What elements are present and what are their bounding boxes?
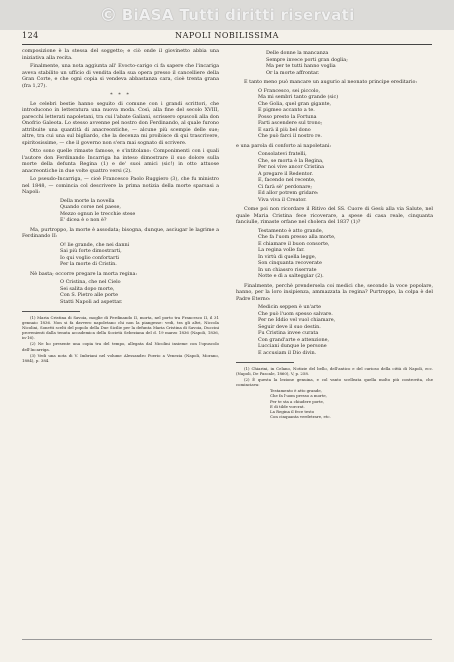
verse-line: Ci farà sè' perdonare;	[258, 183, 313, 190]
verse-line: Ma per te tutti hanno voglia	[266, 63, 336, 69]
verse-line: Con grand'arte e attenzione,	[258, 336, 330, 343]
verse-line: Con S. Pietro alle porte	[60, 292, 118, 298]
paragraph: Lo pseudo-Incarriga, — cioè Francesco Paolo Ruggiero (3), che fu ministro nel 1848, — comincia col descrivere la prima notizia della morte sparsasi a Napoli:	[22, 176, 219, 195]
verse-line: Per te sta a chiudere porte,	[270, 398, 325, 404]
verse-line: Fu Cristina invee curata	[258, 330, 319, 336]
verse-block	[236, 151, 433, 203]
footnote: (2) Ne ho presente una copia tra del tempo, allegata dal Nicolini insieme con l'opuscolo dell'Incarriga.	[22, 341, 219, 352]
verse-line: E accusiam il Dio divin.	[258, 349, 317, 356]
paragraph: Finalmente, perchè prendersela coi medici che, secondo la voce popolare, hanno, per la loro insipienza, ammazzata la regina? Purtroppo, la colpa è del Padre Eterno:	[236, 282, 433, 302]
verse-block	[22, 198, 219, 224]
footnote: (3) Vedi una nota di V. Imbriani nel volume Alessandro Poerio a Venezia (Napoli, Morano, 1884), p. 384.	[22, 352, 219, 363]
paragraph: Nè basta; occorre pregare la morta regina:	[30, 270, 138, 277]
paragraph: Finalmente, una nota aggiunta all' Evocto-carigo ci fa sapere che l'incariga aveva stabilito un ufficio di vendita della sua opera presso il cancelliere della Gran Corte, e che ogni copia si vendeva abbastanza cara, cioè trenta grana (fra 1,27).	[22, 63, 219, 89]
verse-line: Con cinquanta verdetrare, etc.	[270, 413, 331, 419]
verse-line: E' dicea è o non è?	[60, 217, 107, 223]
watermark-text: BiASA Tutti diritti riservati	[121, 6, 355, 24]
verse-line: Son cinquanta recoverate	[258, 260, 322, 266]
paragraph: Come poi non ricordare il Ritivo del SS. Cuore di Gesù alla via Salute, nel quale Maria Cristina fece ricoverare, a spese di casa reale, cinquanta fanciulle, rimaste orfane nel cholera del 1837 (1)?	[236, 206, 433, 225]
verse-block	[22, 279, 219, 305]
verse-line: In virtù di quella legge,	[258, 253, 317, 260]
page-header	[22, 31, 432, 43]
verse-line: E sarà il più bel dono	[258, 126, 311, 133]
verse-line: E, facendo nel recente,	[258, 177, 316, 183]
verse-line: Consolatevi fratelli,	[258, 151, 307, 157]
verse-block	[236, 88, 433, 140]
bottom-rule	[22, 639, 432, 640]
verse-line: La regina volle far.	[258, 247, 305, 253]
footnote-rule	[22, 311, 80, 312]
verse-line: Per ne Iddio vel vuol chiamare,	[258, 317, 336, 323]
left-column	[22, 48, 219, 364]
footnote-verse	[236, 388, 433, 419]
verse-line: Della morte la novella	[60, 197, 115, 204]
verse-line: In un chiassro riserrate	[258, 266, 317, 273]
footnote: (1) Maria Cristina di Savoia, moglie di Ferdinando II, morta, nel porto tra Francesco II, il 31 gennaio 1836. Non si fa davvero napoletano chi non la piangesse: vedi, tra gli altri, Niccola Nicolini, Sonetti scelti del popolo della Due Sicilie per la defunta Maria Cristina di Savoia, Duccini provenienti dalla tenuta accademica della Società Sebeziana del d. 19 marzo 1836 (Napoli, 1836, in-16).	[22, 315, 219, 341]
verse-line: Sei salita dopo morte,	[60, 285, 115, 292]
right-column	[236, 48, 433, 419]
verse-line: Che può farci il nostro re.	[258, 133, 322, 139]
verse-line: Posso presto la Fortuna	[258, 113, 317, 120]
paragraph: e una parola di conforto ai napoletani:	[236, 142, 332, 149]
verse-line: E pigmeo accanto a te.	[258, 107, 315, 113]
verse-block	[236, 228, 433, 280]
verse-line: E di tilde vorcrat.	[270, 403, 305, 409]
verse-line: Quando corse nel paese,	[60, 204, 121, 210]
verse-line: Che fa l'uom presso a morte,	[270, 393, 327, 399]
footnote: (1) Chiarini, in Celano, Notizie del bello, dell'antico e del curioso della città di Napoli, ecc. (Napoli, De Pascale, 1860), V, p. 258.	[236, 366, 433, 377]
copyright-icon: ©	[99, 4, 118, 26]
verse-line: O Francesco, sei piccolo,	[258, 87, 320, 94]
verse-line: Ma mi sembri tanto grande (sic)	[258, 94, 339, 100]
verse-line: Io qui voglio confortarti	[60, 254, 119, 261]
verse-line: O Cristina, che nel Cielo	[60, 279, 121, 285]
verse-line: Che può l'uom spesso salvare.	[258, 310, 333, 317]
verse-line: Notte e dì a salteggiar (2).	[258, 273, 324, 279]
running-title: NAPOLI NOBILISSIMA	[175, 31, 279, 40]
paragraph: E tanto meno può mancare un augurio al neonato principe ereditario:	[244, 79, 418, 85]
header-rule	[22, 44, 432, 45]
verse-line: Testamento è atto grande,	[258, 227, 324, 234]
verse-line: Che fa l'uom presso alla morte,	[258, 234, 336, 240]
verse-line: Per noi vive ancor Cristina	[258, 164, 324, 170]
footnote: (2) È questa la lezione genuina, e col vanto scelleata quella molto più controvita, che cominciava:	[236, 377, 433, 388]
verse-line: Seguir deve il suo destin.	[258, 323, 321, 330]
verse-line: Sempre invece porti gran doglia;	[266, 56, 348, 63]
verse-block	[236, 304, 433, 356]
verse-line: Medicin seppen è un'arte	[258, 304, 322, 310]
paragraph: Le celebri bestie hanno seguito di comune con i grandi scrittori, che introducono in letteratura una nuova moda. Così, alla fine del secolo XVIII, parecchi letterati napoletani, tra cui l'abate Galiani, scrissero opuscoli alla don Onofrio Galeota. Lo stesso avvenne pel nostro don Ferdinando, al quale furono attribuite una quantità di anacreontiche, — alcune più scempie delle sue; altre, tra cui una sul bigliardo, che la decenza mi proibisce di qui trascrivere, spiritosissime, — che il governo non s'era mai sognato di scrivere.	[22, 100, 219, 146]
verse-line: Farti ascendere sul trono;	[258, 120, 323, 126]
verse-line: E chiamare il buon consorte,	[258, 240, 330, 247]
copyright-watermark	[0, 0, 454, 30]
verse-line: Ed allor potrem gridare:	[258, 190, 319, 196]
verse-line: Viva viva il Creator.	[258, 196, 307, 203]
verse-line: Or la morte affrontar.	[266, 69, 320, 76]
verse-line: Sai più forte dimostrarti,	[60, 248, 122, 254]
verse-line: A pregare il Redentor.	[258, 170, 313, 177]
page-number: 124	[22, 31, 39, 40]
verse-line: Testamento è atto grande,	[270, 388, 322, 394]
paragraph: Otto sono quelle rimaste famose, e s'intitolano: Componimenti con i quali l'autore don Ferdinando Incarriga ha inteso dimostrare il suo dolore sulla morte della defunta Regina (1) e de' suoi amici (sic!) in otto attuose anacreontiche in due volte quattro versi (2).	[22, 148, 219, 174]
verse-line: Che Golia, quel gran gigante,	[258, 100, 332, 107]
verse-block	[22, 242, 219, 268]
paragraph: composizione è la stessa del soggetto; e ciò onde il giovinetto abbia una iniziativa alla recita.	[22, 48, 219, 61]
paragraph: Ma, purtroppo, la morte è assodata; bisogna, dunque, asciugar le lagrime a Ferdinando II:	[22, 226, 219, 239]
verse-line: La Regina il fece testo	[270, 408, 315, 414]
verse-line: Che, se morta è la Regina,	[258, 157, 324, 164]
verse-line: Delle donne la mancanza	[266, 50, 329, 56]
verse-line: Statti Napoli ad aspettar.	[60, 298, 123, 305]
footnote-rule	[236, 362, 294, 363]
verse-line: O! lie grande, che nei danni	[60, 241, 130, 248]
verse-block	[236, 50, 433, 76]
section-separator: * * *	[110, 92, 131, 98]
verse-line: Mezzo ognun le trecchie stese	[60, 210, 136, 217]
verse-line: Per la morte di Cristin.	[60, 261, 117, 267]
verse-line: Lucciani dunque le persone	[258, 343, 327, 349]
